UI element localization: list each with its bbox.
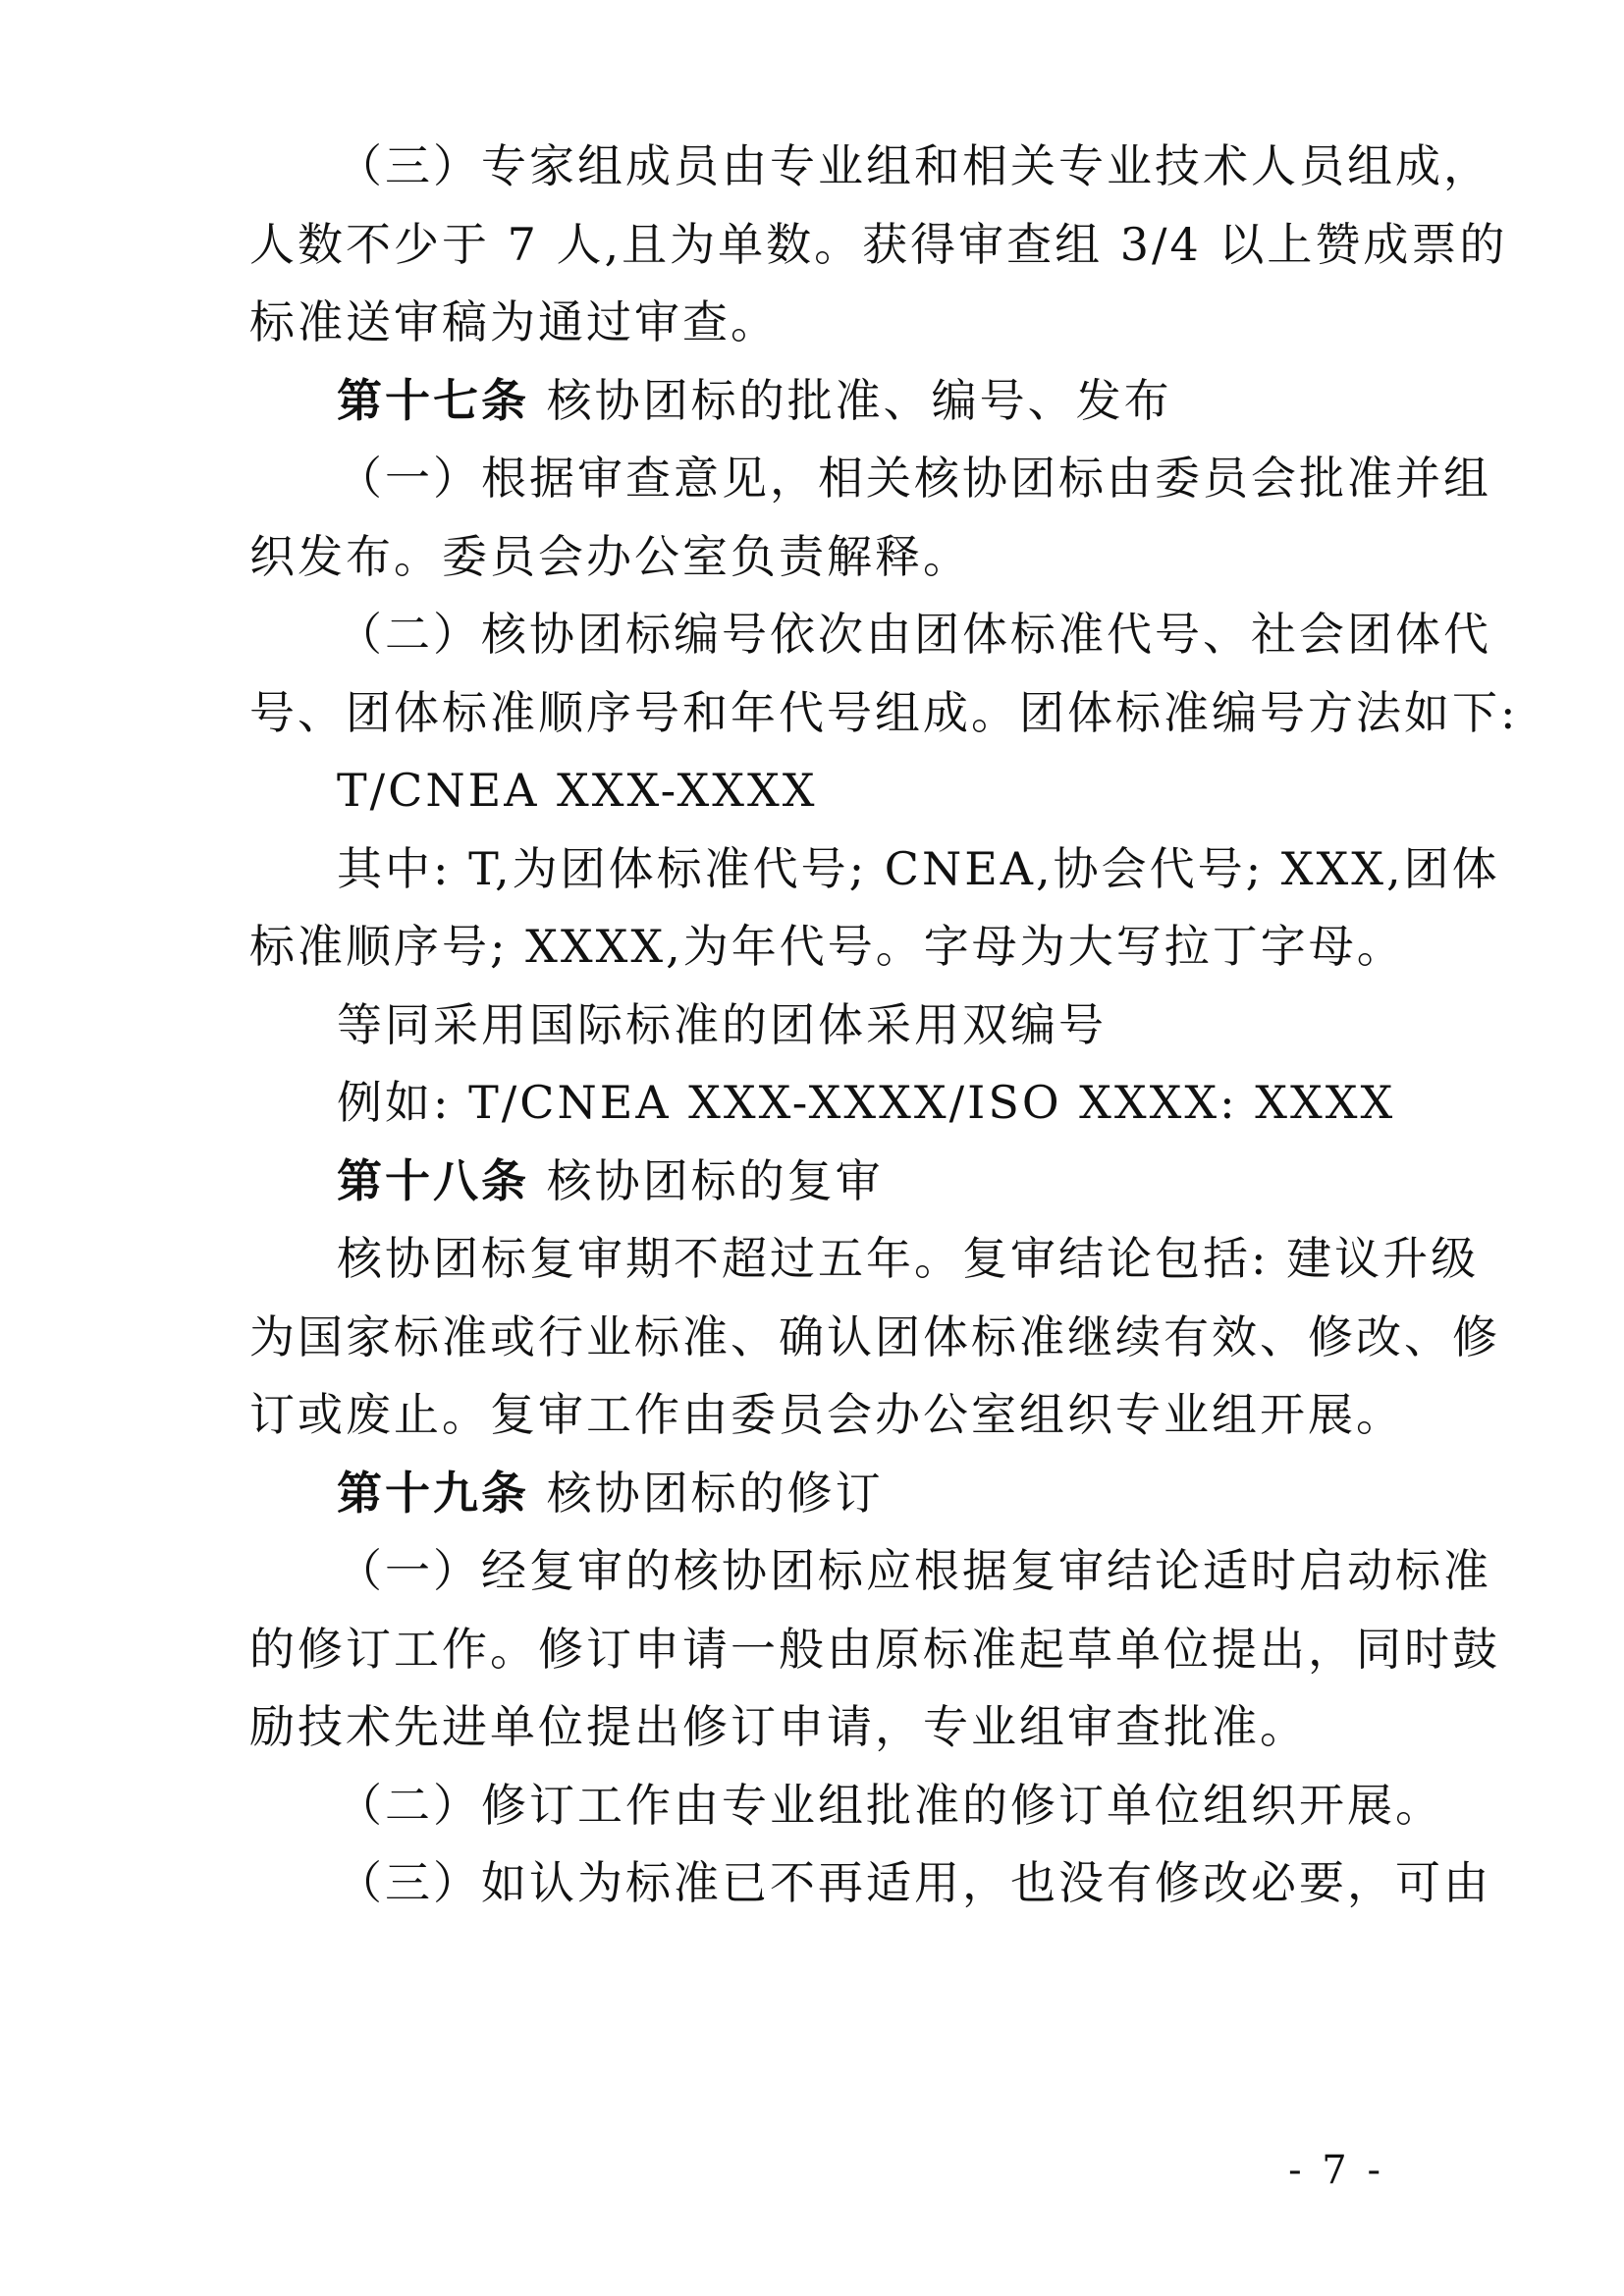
paragraph-line: 标准顺序号; XXXX,为年代号。字母为大写拉丁字母。 [249, 920, 1405, 973]
paragraph-line: （二）修订工作由专业组批准的修订单位组织开展。 [337, 1779, 1443, 1832]
paragraph-line: 人数不少于 7 人,且为单数。获得审查组 3/4 以上赞成票的 [249, 218, 1508, 271]
paragraph-line: 励技术先进单位提出修订申请，专业组审查批准。 [249, 1700, 1308, 1753]
article-17-label: 第十七条 [337, 374, 529, 427]
code-format-line: T/CNEA XXX-XXXX [337, 764, 818, 817]
paragraph-line: 为国家标准或行业标准、确认团体标准继续有效、修改、修 [249, 1310, 1500, 1363]
paragraph-line: 织发布。委员会办公室负责解释。 [249, 530, 971, 583]
paragraph-line: 标准送审稿为通过审查。 [249, 295, 779, 348]
paragraph-line: （一）根据审查意见，相关核协团标由委员会批准并组 [337, 452, 1491, 505]
article-18-label: 第十八条 [337, 1154, 529, 1207]
article-18-title: 核协团标的复审 [546, 1154, 884, 1207]
example-line: 例如: T/CNEA XXX-XXXX/ISO XXXX: XXXX [337, 1076, 1396, 1129]
article-17-title: 核协团标的批准、编号、发布 [546, 374, 1172, 427]
paragraph-line: 的修订工作。修订申请一般由原标准起草单位提出，同时鼓 [249, 1623, 1500, 1676]
paragraph-line: （三）专家组成员由专业组和相关专业技术人员组成， [337, 139, 1491, 192]
paragraph-line: 订或废止。复审工作由委员会办公室组织专业组开展。 [249, 1388, 1404, 1441]
paragraph-line: 核协团标复审期不超过五年。复审结论包括: 建议升级 [337, 1232, 1480, 1285]
paragraph-line: （一）经复审的核协团标应根据复审结论适时启动标准 [337, 1544, 1491, 1597]
paragraph-line: 等同采用国际标准的团体采用双编号 [337, 998, 1107, 1051]
article-19-heading [337, 1466, 1379, 1521]
page-number: - 7 - [1288, 2148, 1384, 2193]
article-19-label: 第十九条 [337, 1467, 529, 1520]
article-17-heading [337, 373, 1379, 428]
article-19-title: 核协团标的修订 [546, 1467, 884, 1520]
paragraph-line: （三）如认为标准已不再适用，也没有修改必要，可由 [337, 1856, 1491, 1909]
article-18-heading [337, 1153, 1379, 1208]
paragraph-line: 号、团体标准顺序号和年代号组成。团体标准编号方法如下: [249, 686, 1519, 739]
paragraph-line: 其中: T,为团体标准代号; CNEA,协会代号; XXX,团体 [337, 842, 1500, 895]
paragraph-line: （二）核协团标编号依次由团体标准代号、社会团体代 [337, 608, 1491, 661]
